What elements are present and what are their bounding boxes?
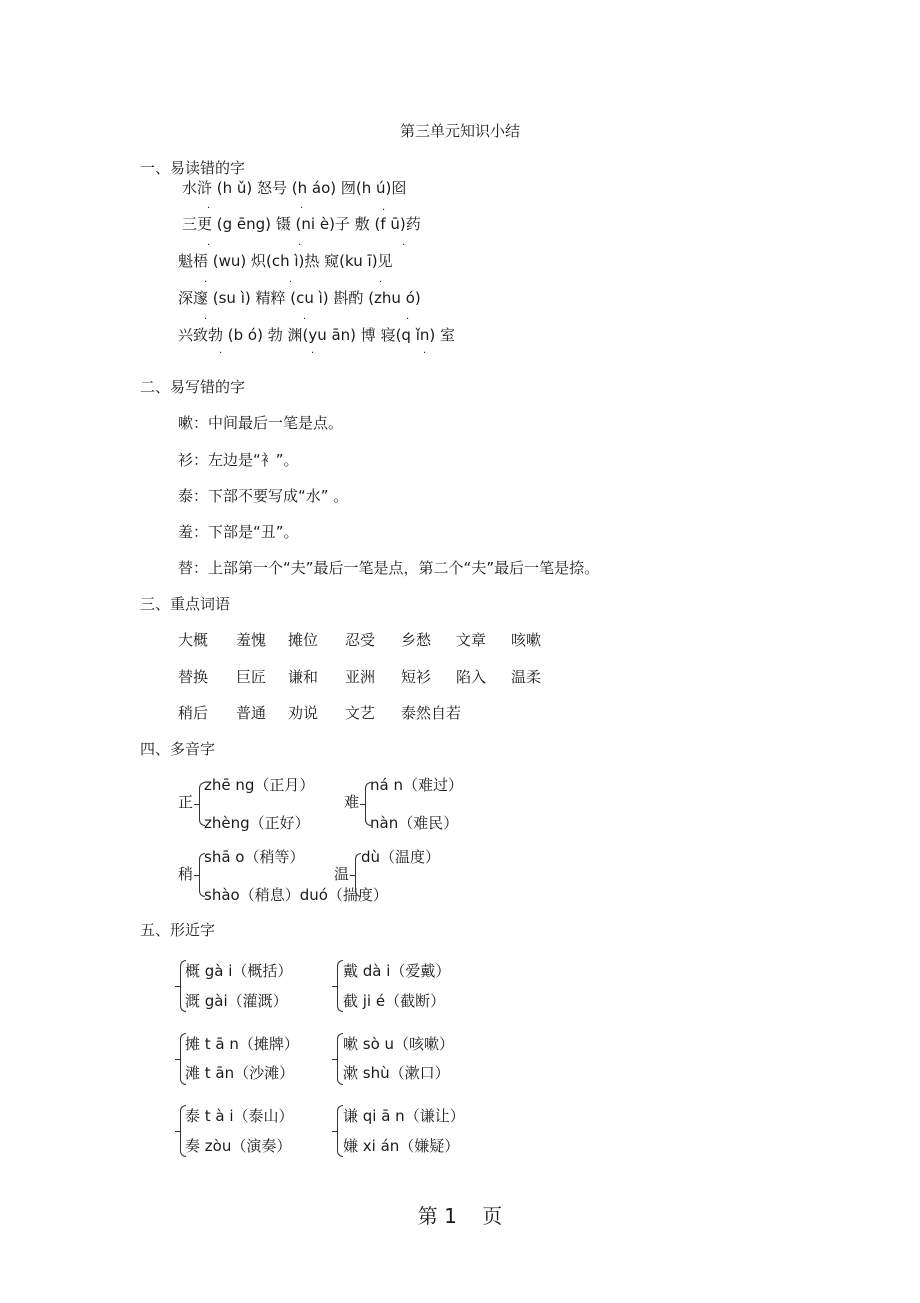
key-word: 普通	[236, 704, 267, 722]
polyphone-reading: dù（温度）	[361, 848, 441, 866]
emphasis-dot: ·	[204, 277, 208, 288]
emphasis-dot: ·	[219, 348, 223, 359]
miswrite-row: 替：上部第一个“夫”最后一笔是点，第二个“夫”最后一笔是捺。	[178, 559, 600, 577]
similar-char-entry: 谦 qi ā n（谦让）	[343, 1107, 465, 1125]
section-heading-similar: 五、形近字	[140, 921, 216, 939]
polyphone-reading: ná n（难过）	[370, 776, 463, 794]
polyphone-char: 温	[334, 865, 350, 883]
misread-row: 兴致勃 (b ó) 勃 渊(yu ān) 博 寝(q ǐn) 室	[178, 326, 456, 344]
emphasis-dot: ·	[311, 348, 315, 359]
key-word: 巨匠	[236, 668, 267, 686]
key-word: 泰然自若	[401, 704, 462, 722]
word-row	[178, 630, 578, 650]
emphasis-dot: ·	[379, 277, 383, 288]
key-word: 替换	[178, 668, 209, 686]
key-word: 忍受	[345, 631, 376, 649]
similar-char-entry: 泰 t à i（泰山）	[185, 1107, 294, 1125]
emphasis-dot: ·	[298, 240, 302, 251]
similar-char-entry: 嗽 sò u（咳嗽）	[343, 1035, 455, 1053]
polyphone-reading: shào（稍息）duó（揣度）	[204, 886, 388, 904]
emphasis-dot: ·	[300, 203, 304, 214]
polyphone-char: 难	[344, 793, 360, 811]
key-word: 稍后	[178, 704, 209, 722]
key-word: 文艺	[345, 704, 376, 722]
key-word: 亚洲	[345, 668, 376, 686]
misread-row: 三更 (g ēng) 镊 (ni è)子 敷 (f ū)药	[182, 215, 421, 233]
polyphone-reading: shā o（稍等）	[204, 848, 305, 866]
polyphone-reading: nàn（难民）	[370, 814, 459, 832]
similar-char-entry: 滩 t ān（沙滩）	[185, 1064, 295, 1082]
key-word: 咳嗽	[511, 631, 542, 649]
key-word: 羞愧	[236, 631, 267, 649]
polyphone-reading: zhèng（正好）	[204, 814, 310, 832]
section-heading-key-words: 三、重点词语	[140, 595, 231, 613]
similar-char-entry: 奏 zòu（演奏）	[185, 1137, 292, 1155]
similar-char-entry: 嫌 xi án（嫌疑）	[343, 1137, 460, 1155]
miswrite-row: 泰：下部不要写成“水” 。	[178, 487, 349, 505]
miswrite-row: 嗽：中间最后一笔是点。	[178, 414, 344, 432]
section-heading-polyphones: 四、多音字	[140, 740, 216, 758]
key-word: 谦和	[288, 668, 319, 686]
emphasis-dot: ·	[402, 240, 406, 251]
emphasis-dot: ·	[204, 314, 208, 325]
word-row	[178, 667, 578, 687]
emphasis-dot: ·	[303, 314, 307, 325]
polyphone-reading: zhē ng（正月）	[204, 776, 315, 794]
similar-char-entry: 截 ji é（截断）	[343, 992, 446, 1010]
emphasis-dot: ·	[423, 348, 427, 359]
key-word: 大概	[178, 631, 209, 649]
key-word: 文章	[456, 631, 487, 649]
similar-char-entry: 摊 t ā n（摊牌）	[185, 1035, 299, 1053]
emphasis-dot: ·	[207, 203, 211, 214]
similar-char-entry: 戴 dà i（爱戴）	[343, 962, 451, 980]
miswrite-row: 羞：下部是“丑”。	[178, 523, 299, 541]
polyphone-char: 稍	[178, 865, 194, 883]
emphasis-dot: ·	[406, 314, 410, 325]
key-word: 温柔	[511, 668, 542, 686]
key-word: 陷入	[456, 668, 487, 686]
polyphone-char: 正	[178, 793, 194, 811]
key-word: 乡愁	[401, 631, 432, 649]
misread-row: 水浒 (h ǔ) 怒号 (h áo) 囫(h ú)囵	[182, 179, 407, 197]
key-word: 短衫	[401, 668, 432, 686]
key-word: 劝说	[288, 704, 319, 722]
miswrite-row: 衫：左边是“衤”。	[178, 451, 299, 469]
similar-char-entry: 漱 shù（漱口）	[343, 1064, 450, 1082]
page-title: 第三单元知识小结	[399, 122, 520, 140]
key-word: 摊位	[288, 631, 319, 649]
similar-char-entry: 概 gà i（概括）	[185, 962, 293, 980]
emphasis-dot: ·	[289, 277, 293, 288]
section-heading-misread: 一、易读错的字	[140, 159, 246, 177]
section-heading-miswrite: 二、易写错的字	[140, 378, 246, 396]
word-row	[178, 703, 578, 723]
similar-char-entry: 溉 gài（灌溉）	[185, 992, 288, 1010]
misread-row: 深邃 (su ì) 精粹 (cu ì) 斟酌 (zhu ó)	[178, 289, 421, 307]
page-number: 第 1 页	[417, 1204, 503, 1228]
emphasis-dot: ·	[382, 205, 386, 216]
misread-row: 魁梧 (wu) 炽(ch ì)热 窥(ku ī)见	[178, 252, 393, 270]
emphasis-dot: ·	[207, 240, 211, 251]
